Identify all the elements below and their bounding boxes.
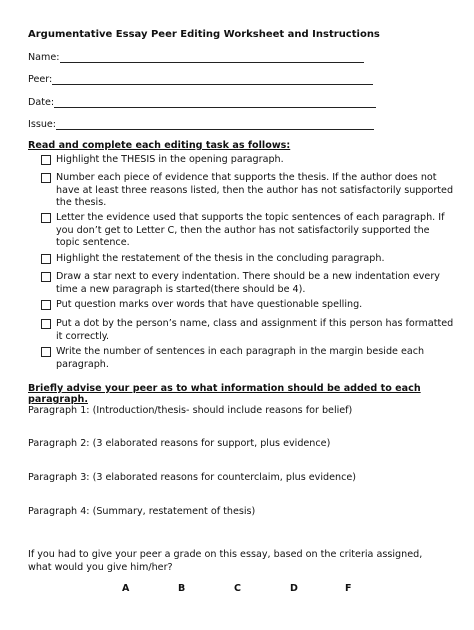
task-text: Highlight the THESIS in the opening paragraph. [56, 154, 284, 165]
checkbox[interactable] [41, 319, 51, 329]
checkbox[interactable] [41, 272, 51, 282]
peer-field[interactable] [28, 71, 373, 85]
paragraph-1-prompt: Paragraph 1: (Introduction/thesis- should include reasons for belief) [28, 405, 353, 416]
grade-option-f[interactable]: F [345, 583, 352, 594]
grade-question: If you had to give your peer a grade on this essay, based on the criteria assigned, what would you give him/her? [28, 549, 423, 573]
peer-line[interactable] [52, 74, 373, 85]
checkbox[interactable] [41, 254, 51, 264]
advise-heading: Briefly advise your peer as to what information should be added to each [28, 383, 421, 394]
task-text: Put a dot by the person’s name, class and assignment if this person has formatted it correctly. [56, 318, 454, 342]
checkbox[interactable] [41, 173, 51, 183]
grade-option-d[interactable]: D [290, 583, 298, 594]
issue-line[interactable] [56, 119, 374, 130]
task-text: Highlight the restatement of the thesis in the concluding paragraph. [56, 253, 385, 264]
paragraph-4-prompt: Paragraph 4: (Summary, restatement of thesis) [28, 506, 256, 517]
date-label: Date: [28, 97, 55, 108]
name-field[interactable] [28, 49, 364, 63]
grade-option-b[interactable]: B [178, 583, 186, 594]
name-line[interactable] [60, 52, 364, 63]
name-label: Name: [28, 52, 60, 63]
grade-option-c[interactable]: C [234, 583, 241, 594]
issue-field[interactable] [28, 116, 374, 130]
tasks-heading: Read and complete each editing task as follows: [28, 140, 291, 151]
task-text: Letter the evidence used that supports the topic sentences of each paragraph. If you don’t get to Letter C, then the author has not satisfactorily supported the topic sentence. [56, 212, 445, 249]
peer-label: Peer: [28, 74, 53, 85]
issue-label: Issue: [28, 119, 57, 130]
task-text: Put question marks over words that have questionable spelling. [56, 299, 363, 310]
checkbox[interactable] [41, 300, 51, 310]
checkbox[interactable] [41, 347, 51, 357]
paragraph-3-prompt: Paragraph 3: (3 elaborated reasons for counterclaim, plus evidence) [28, 472, 357, 483]
advise-heading-cont: paragraph. [28, 394, 88, 405]
checkbox[interactable] [41, 213, 51, 223]
worksheet-title: Argumentative Essay Peer Editing Worksheet and Instructions [28, 29, 380, 40]
paragraph-2-prompt: Paragraph 2: (3 elaborated reasons for support, plus evidence) [28, 438, 331, 449]
task-text: Draw a star next to every indentation. There should be a new indentation every time a new paragraph is started(there should be 4). [56, 271, 440, 295]
date-field[interactable] [28, 94, 376, 108]
task-text: Write the number of sentences in each paragraph in the margin beside each paragraph. [56, 346, 425, 370]
date-line[interactable] [54, 97, 376, 108]
grade-option-a[interactable]: A [122, 583, 130, 594]
task-text: Number each piece of evidence that supports the thesis. If the author does not have at least three reasons listed, then the author has not satisfactorily supported the thesis. [56, 172, 454, 209]
checkbox[interactable] [41, 155, 51, 165]
